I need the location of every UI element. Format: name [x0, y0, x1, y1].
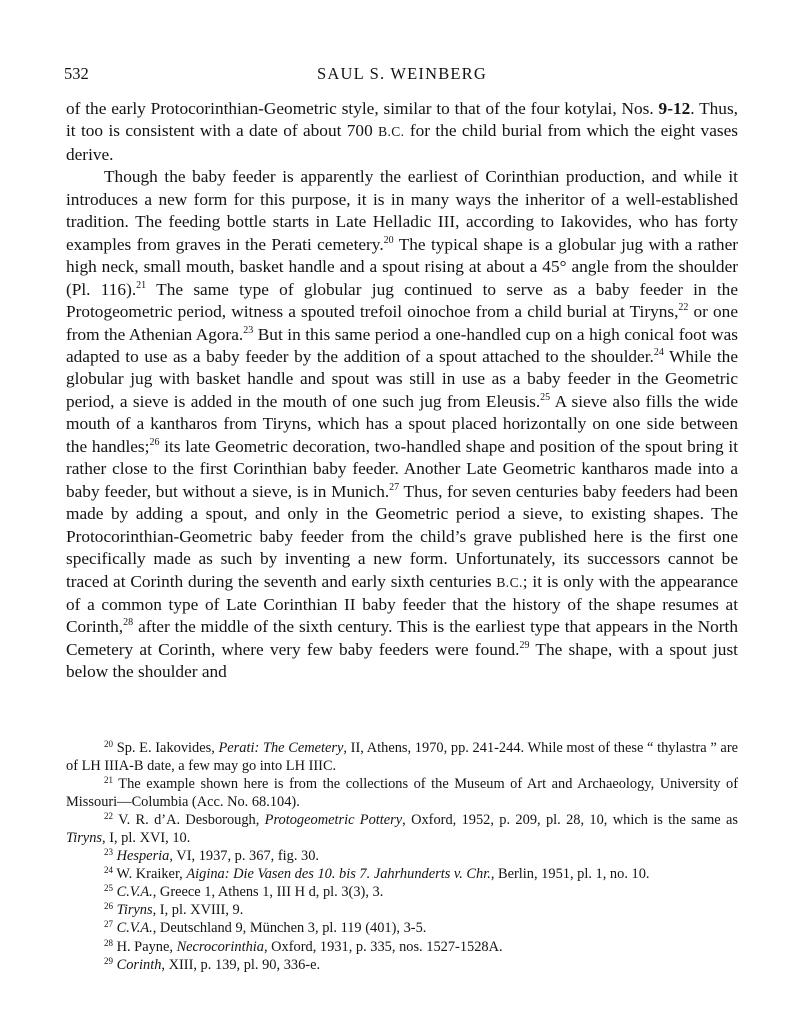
text-run: for the child burial from which the eight vases derive. [66, 121, 738, 164]
footnote-text: The example shown here is from the collections of the Museum of Art and Archaeology, University of Missouri—Columbia (Acc. No. 68.104). [66, 776, 738, 811]
text-run: The same type of globular jug continued to serve as a baby feeder in the Protogeometric period, witness a spouted trefoil oinochoe from a child burial at Tiryns, [66, 279, 738, 322]
footnote-text: V. R. d’A. Desborough, [113, 812, 265, 829]
footnote-title: C.V.A. [116, 920, 153, 937]
text-run: A sieve also fills the wide mouth of a kantharos from Tiryns, which has a spout placed horizontally on one side between the handles; [66, 391, 738, 456]
footnote-text: , Oxford, 1931, p. 335, nos. 1527-1528A. [263, 938, 503, 955]
text-run: But in this same period a one-handled cup on a high conical foot was adapted to use as a baby feeder by the addition of a spout attached to the shoulder. [66, 324, 739, 366]
footnote-28 [66, 938, 738, 956]
footnote-title: Tiryns [116, 902, 153, 919]
text-run: . Thus, it too is consistent with a date of about 700 [66, 99, 738, 141]
footnote-text: , II, Athens, 1970, pp. 241-244. While most of these “ thylastra ” are of LH IIIA-B date, a few may go into LH IIIC. [66, 740, 738, 775]
footnote-text: , XIII, p. 139, pl. 90, 336-e. [161, 956, 321, 973]
footnote-mark: 25 [104, 883, 113, 894]
footnote-title: Protogeometric Pottery [264, 812, 403, 829]
footnote-ref-23[interactable]: 23 [243, 324, 254, 336]
footnote-title: C.V.A. [116, 884, 153, 901]
footnote-ref-29[interactable]: 29 [519, 639, 530, 651]
footnotes [66, 739, 738, 974]
footnote-title: Necrocorinthia [176, 938, 264, 955]
running-head: SAUL S. WEINBERG [317, 64, 487, 83]
footnote-text: , Oxford, 1952, p. 209, pl. 28, 10, which is the same as [402, 812, 738, 829]
text-run: While the globular jug with basket handle and spout was still in use as a baby feeder in the Geometric period, a sieve is added in the mouth of one such jug from Eleusis. [66, 346, 738, 411]
footnote-ref-21[interactable]: 21 [136, 279, 147, 291]
text-run: of the early Protocorinthian-Geometric style, similar to that of the four kotylai, Nos. [66, 99, 659, 118]
footnote-mark: 23 [104, 847, 113, 858]
footnote-21 [66, 775, 738, 811]
footnote-text: , Deutschland 9, München 3, pl. 119 (401), 3-5. [152, 920, 427, 937]
footnote-27 [66, 919, 738, 937]
era-abbreviation: B.C. [378, 124, 405, 140]
footnote-mark: 20 [104, 739, 113, 749]
footnote-25 [66, 883, 738, 901]
footnote-title: Perati: The Cemetery [218, 740, 344, 756]
footnote-ref-26[interactable]: 26 [149, 436, 160, 448]
footnote-29 [66, 956, 738, 974]
footnote-mark: 22 [104, 811, 113, 822]
footnote-text: Sp. E. Iakovides, [113, 740, 219, 756]
catalogue-numbers: 9-12 [658, 99, 691, 118]
footnote-mark: 27 [104, 919, 113, 930]
footnote-ref-20[interactable]: 20 [383, 234, 394, 246]
footnote-text: , Greece 1, Athens 1, III H d, pl. 3(3), 3. [152, 884, 384, 901]
footnote-text: H. Payne, [113, 938, 177, 955]
page-header [64, 64, 740, 88]
text-run: ; it is only with the appearance of a common type of Late Corinthian II baby feeder that the history of the shape resumes at Corinth, [66, 571, 739, 637]
text-run: its late Geometric decoration, two-handled shape and position of the spout bring it rather close to the first Corinthian baby feeder. Another Late Geometric kantharos made into a baby feeder, but without a sieve, is in Munich. [66, 436, 738, 501]
paragraph-1 [66, 98, 738, 166]
footnote-mark: 28 [104, 937, 113, 948]
footnote-mark: 29 [104, 955, 113, 966]
footnote-26 [66, 901, 738, 919]
text-run: or one from the Athenian Agora. [66, 302, 738, 344]
footnote-mark: 24 [104, 865, 113, 876]
text-run: The typical shape is a globular jug with a rather high neck, small mouth, basket handle and a spout rising at about a 45° angle from the shoulder (Pl. 116). [66, 234, 738, 299]
footnote-mark: 21 [104, 775, 113, 786]
text-run: after the middle of the sixth century. This is the earliest type that appears in the North Cemetery at Corinth, where very few baby feeders were found. [66, 617, 738, 659]
footnote-ref-28[interactable]: 28 [123, 617, 134, 629]
footnote-20 [66, 739, 738, 775]
footnote-text: , Berlin, 1951, pl. 1, no. 10. [490, 866, 650, 883]
page-number: 532 [64, 64, 89, 83]
footnote-23 [66, 847, 738, 865]
footnote-title: Corinth [116, 956, 162, 973]
footnote-ref-22[interactable]: 22 [678, 302, 689, 314]
paragraph-2 [66, 166, 738, 683]
footnote-ref-27[interactable]: 27 [389, 481, 400, 493]
footnote-title: Aigina: Die Vasen des 10. bis 7. Jahrhunderts v. Chr. [186, 866, 491, 883]
text-run: Though the baby feeder is apparently the earliest of Corinthian production, and while it introduces a new form for this purpose, it is in many ways the inheritor of a well-established tradition. The feeding bottle starts in Late Helladic III, according to Iakovides, who has forty examples from graves in the Perati cemetery. [66, 167, 738, 254]
footnote-text: W. Kraiker, [113, 866, 187, 883]
text-run: The shape, with a spout just below the shoulder and [66, 639, 738, 682]
footnote-mark: 26 [104, 901, 113, 912]
footnote-24 [66, 865, 738, 883]
footnote-22 [66, 811, 738, 847]
footnote-title: Tiryns [66, 830, 102, 847]
footnote-title: Hesperia [116, 848, 170, 865]
footnote-text: , I, pl. XVI, 10. [102, 830, 191, 847]
body-text [66, 98, 738, 684]
footnote-ref-24[interactable]: 24 [653, 346, 664, 358]
footnote-text: , VI, 1937, p. 367, fig. 30. [169, 848, 320, 865]
era-abbreviation: B.C. [496, 574, 523, 590]
text-run: Thus, for seven centuries baby feeders had been made by adding a spout, and only in the Geometric period a sieve, to existing shapes. The Protocorinthian-Geometric baby feeder from the child’s grave published here is the first one specifically made as such by inventing a new form. Unfortunately, its successors cannot be traced at Corinth during the seventh and early sixth centuries [66, 481, 738, 591]
footnote-ref-25[interactable]: 25 [540, 391, 551, 403]
footnote-text: , I, pl. XVIII, 9. [152, 902, 244, 919]
